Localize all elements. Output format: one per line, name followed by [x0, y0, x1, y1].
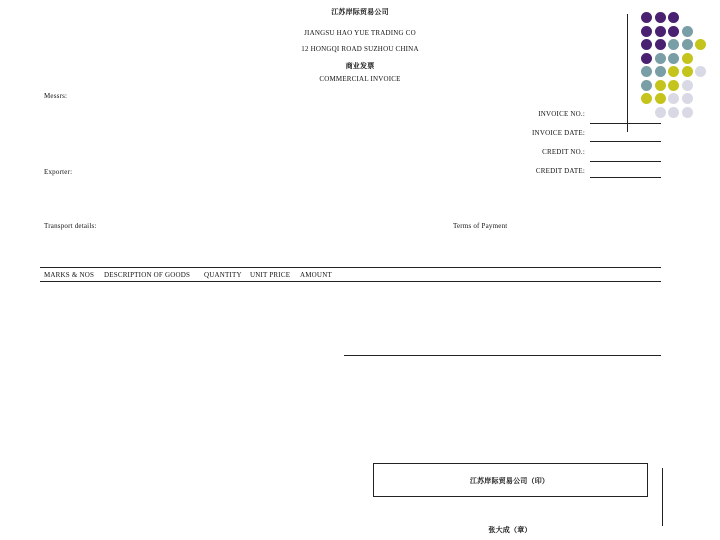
decor-dot: [668, 66, 679, 77]
invoice-date-label: INVOICE DATE:: [532, 129, 585, 137]
decor-dot: [682, 80, 693, 91]
decor-dot: [655, 93, 666, 104]
decor-dot: [668, 12, 679, 23]
decor-vertical-line-bottom: [662, 468, 663, 526]
decor-dot: [641, 93, 652, 104]
decor-dot: [668, 107, 679, 118]
decor-dot: [668, 80, 679, 91]
col-description: DESCRIPTION OF GOODS: [104, 271, 191, 279]
decor-dot: [668, 39, 679, 50]
company-name-en: JIANGSU HAO YUE TRADING CO: [304, 29, 416, 37]
invoice-date-line: [590, 141, 661, 142]
decor-dot: [641, 66, 652, 77]
decor-vertical-line: [627, 14, 628, 132]
col-amount: AMOUNT: [300, 271, 332, 279]
decor-dot: [641, 80, 652, 91]
table-header-rule: [40, 281, 661, 282]
decor-dot: [655, 12, 666, 23]
credit-no-line: [590, 161, 661, 162]
doc-title-cn: 商业发票: [345, 62, 375, 70]
messrs-label: Messrs:: [44, 92, 68, 100]
decor-dot: [682, 53, 693, 64]
decor-dot: [641, 39, 652, 50]
decor-dot: [655, 53, 666, 64]
footer-signatory: 张大成（章）: [488, 526, 532, 534]
decor-dot: [641, 12, 652, 23]
table-top-rule: [40, 267, 661, 268]
credit-no-label: CREDIT NO.:: [542, 148, 585, 156]
doc-title-en: COMMERCIAL INVOICE: [319, 75, 401, 83]
decor-dot: [655, 39, 666, 50]
invoice-no-label: INVOICE NO.:: [538, 110, 585, 118]
decor-dot: [668, 26, 679, 37]
decor-dot: [668, 53, 679, 64]
decor-dot: [682, 107, 693, 118]
decor-dot: [655, 26, 666, 37]
company-address: 12 HONGQI ROAD SUZHOU CHINA: [301, 45, 419, 53]
decor-dot: [682, 66, 693, 77]
decor-dot: [695, 66, 706, 77]
decor-dot: [641, 26, 652, 37]
total-rule: [344, 355, 661, 356]
signature-company-stamp: 江苏岸际贸易公司（印）: [469, 477, 550, 485]
decor-dot: [655, 66, 666, 77]
signature-top-rule: [386, 463, 646, 464]
col-quantity: QUANTITY: [204, 271, 242, 279]
terms-of-payment-label: Terms of Payment: [453, 222, 508, 230]
company-name-cn: 江苏岸际贸易公司: [331, 8, 389, 16]
decor-dot: [695, 39, 706, 50]
transport-details-label: Transport details:: [44, 222, 97, 230]
decor-dot: [641, 53, 652, 64]
decor-dot: [682, 39, 693, 50]
decor-dot: [668, 93, 679, 104]
col-marks-nos: MARKS & NOS: [44, 271, 95, 279]
decor-dot: [682, 93, 693, 104]
col-unit-price: UNIT PRICE: [250, 271, 291, 279]
credit-date-line: [590, 177, 661, 178]
decor-dot: [682, 26, 693, 37]
credit-date-label: CREDIT DATE:: [535, 167, 585, 175]
invoice-no-line: [590, 123, 661, 124]
exporter-label: Exporter:: [44, 168, 73, 176]
decor-dot: [655, 107, 666, 118]
decor-dot: [655, 80, 666, 91]
